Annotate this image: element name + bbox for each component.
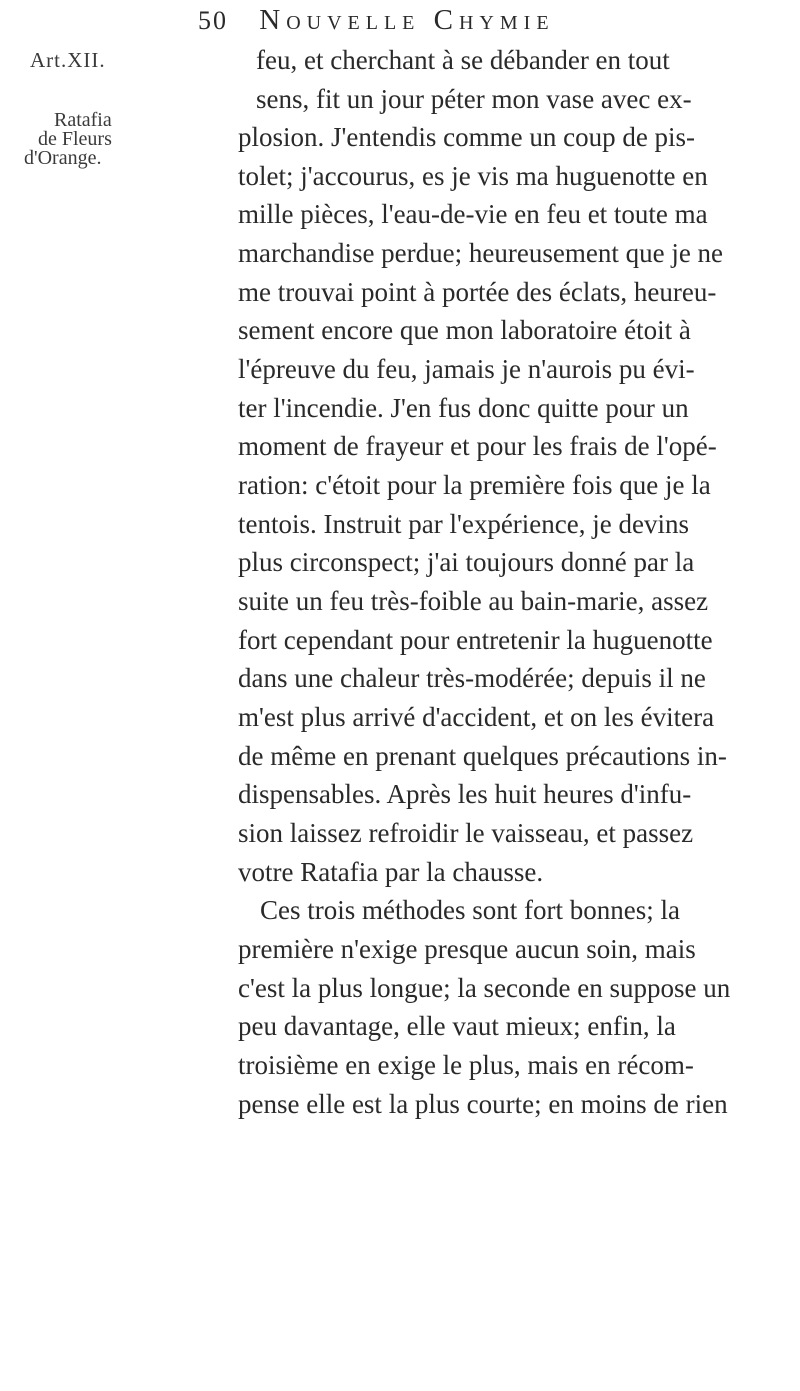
text-line: fort cependant pour entretenir la huguenotte xyxy=(238,625,713,655)
text-line: première n'exige presque aucun soin, mais xyxy=(238,934,696,964)
text-line: me trouvai point à portée des éclats, heureu- xyxy=(238,277,717,307)
text-line: plus circonspect; j'ai toujours donné par la xyxy=(238,547,695,577)
margin-note-subject-line: Ratafia xyxy=(54,109,112,131)
text-line: troisième en exige le plus, mais en récom- xyxy=(238,1050,694,1080)
text-line: ter l'incendie. J'en fus donc quitte pour un xyxy=(238,393,689,423)
text-line: dispensables. Après les huit heures d'infu- xyxy=(238,779,692,809)
text-line: marchandise perdue; heureusement que je ne xyxy=(238,238,724,268)
text-line: dans une chaleur très-modérée; depuis il ne xyxy=(238,663,706,693)
text-line: c'est la plus longue; la seconde en suppose un xyxy=(238,973,731,1003)
running-title: Nouvelle Chymie xyxy=(259,4,555,36)
text-line: moment de frayeur et pour les frais de l'opé- xyxy=(238,431,717,461)
text-line: tolet; j'accourus, es je vis ma huguenotte en xyxy=(238,161,708,191)
text-line: de même en prenant quelques précautions in- xyxy=(238,741,727,771)
text-line: sens, fit un jour péter mon vase avec ex- xyxy=(256,84,692,114)
text-line: m'est plus arrivé d'accident, et on les évitera xyxy=(238,702,715,732)
margin-note-subject-line: d'Orange. xyxy=(24,147,102,169)
text-line: mille pièces, l'eau-de-vie en feu et toute ma xyxy=(238,199,708,229)
page-number: 50 xyxy=(198,6,228,35)
text-line: Ces trois méthodes sont fort bonnes; la xyxy=(260,895,680,925)
text-line: sement encore que mon laboratoire étoit à xyxy=(238,315,691,345)
text-line: l'épreuve du feu, jamais je n'aurois pu évi- xyxy=(238,354,695,384)
text-line: peu davantage, elle vaut mieux; enfin, la xyxy=(238,1011,676,1041)
text-line: pense elle est la plus courte; en moins de rien xyxy=(238,1089,728,1119)
text-line: tentois. Instruit par l'expérience, je devins xyxy=(238,509,689,539)
text-line: plosion. J'entendis comme un coup de pis- xyxy=(238,122,696,152)
text-line: feu, et cherchant à se débander en tout xyxy=(256,45,670,75)
text-line: votre Ratafia par la chausse. xyxy=(238,857,544,887)
running-header xyxy=(198,4,555,38)
margin-note-subject-line: de Fleurs xyxy=(38,128,112,150)
margin-note-article: Art.XII. xyxy=(30,48,106,72)
text-line: sion laissez refroidir le vaisseau, et passez xyxy=(238,818,694,848)
text-line: ration: c'étoit pour la première fois que je la xyxy=(238,470,711,500)
text-line: suite un feu très-foible au bain-marie, assez xyxy=(238,586,709,616)
